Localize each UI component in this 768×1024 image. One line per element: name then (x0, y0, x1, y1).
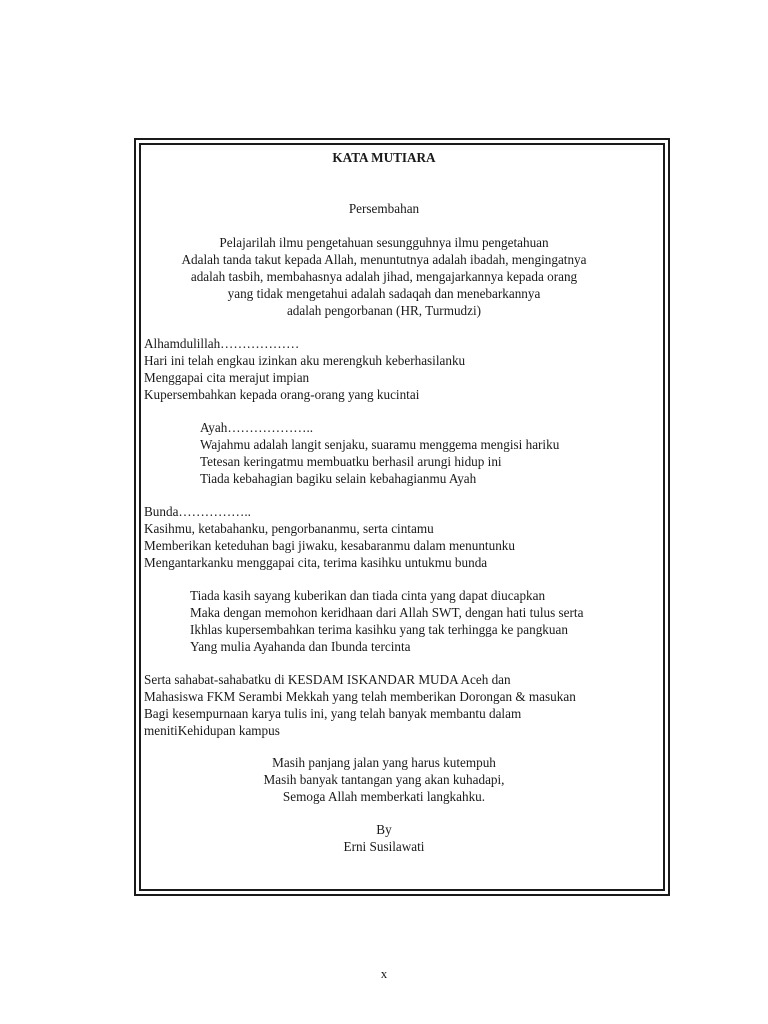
hadith-line: yang tidak mengetahui adalah sadaqah dan menebarkannya (227, 286, 541, 301)
signature-by: By (376, 822, 392, 837)
closing-line: Masih panjang jalan yang harus kutempuh (272, 755, 496, 770)
gratitude-line: Maka dengan memohon keridhaan dari Allah SWT, dengan hati tulus serta (190, 605, 584, 620)
alhamdulillah-line: Hari ini telah engkau izinkan aku merengkuh keberhasilanku (144, 353, 466, 368)
page-number: x (380, 966, 388, 981)
friends-line: Bagi kesempurnaan karya tulis ini, yang telah banyak membantu dalam (144, 706, 522, 721)
hadith-line: Adalah tanda takut kepada Allah, menuntutnya adalah ibadah, mengingatnya (181, 252, 587, 267)
bunda-line: Bunda…………….. (144, 504, 251, 519)
closing-line: Masih banyak tantangan yang akan kuhadapi, (263, 772, 505, 787)
signature-author: Erni Susilawati (343, 839, 425, 854)
ayah-line: Ayah……………….. (200, 420, 314, 435)
alhamdulillah-line: Menggapai cita merajut impian (144, 370, 310, 385)
alhamdulillah-line: Alhamdulillah……………… (144, 336, 300, 351)
ayah-line: Wajahmu adalah langit senjaku, suaramu menggema mengisi hariku (200, 437, 560, 452)
bunda-line: Memberikan keteduhan bagi jiwaku, kesabaranmu dalam menuntunku (144, 538, 515, 553)
document-title: KATA MUTIARA (332, 150, 436, 165)
hadith-line: Pelajarilah ilmu pengetahuan sesungguhnya ilmu pengetahuan (219, 235, 549, 250)
hadith-line: adalah tasbih, membahasnya adalah jihad, mengajarkannya kepada orang (190, 269, 578, 284)
gratitude-line: Tiada kasih sayang kuberikan dan tiada cinta yang dapat diucapkan (190, 588, 546, 603)
gratitude-line: Ikhlas kupersembahkan terima kasihku yang tak terhingga ke pangkuan (190, 622, 568, 637)
alhamdulillah-line: Kupersembahkan kepada orang-orang yang kucintai (144, 387, 420, 402)
closing-line: Semoga Allah memberkati langkahku. (282, 789, 486, 804)
friends-line: menitiKehidupan kampus (144, 723, 280, 738)
gratitude-line: Yang mulia Ayahanda dan Ibunda tercinta (190, 639, 411, 654)
friends-line: Mahasiswa FKM Serambi Mekkah yang telah memberikan Dorongan & masukan (144, 689, 576, 704)
friends-line: Serta sahabat-sahabatku di KESDAM ISKANDAR MUDA Aceh dan (144, 672, 511, 687)
bunda-line: Mengantarkanku menggapai cita, terima kasihku untukmu bunda (144, 555, 488, 570)
ayah-line: Tiada kebahagian bagiku selain kebahagianmu Ayah (200, 471, 477, 486)
hadith-line: adalah pengorbanan (HR, Turmudzi) (286, 303, 482, 318)
section-heading: Persembahan (348, 201, 420, 216)
bunda-line: Kasihmu, ketabahanku, pengorbananmu, serta cintamu (144, 521, 434, 536)
ayah-line: Tetesan keringatmu membuatku berhasil arungi hidup ini (200, 454, 502, 469)
